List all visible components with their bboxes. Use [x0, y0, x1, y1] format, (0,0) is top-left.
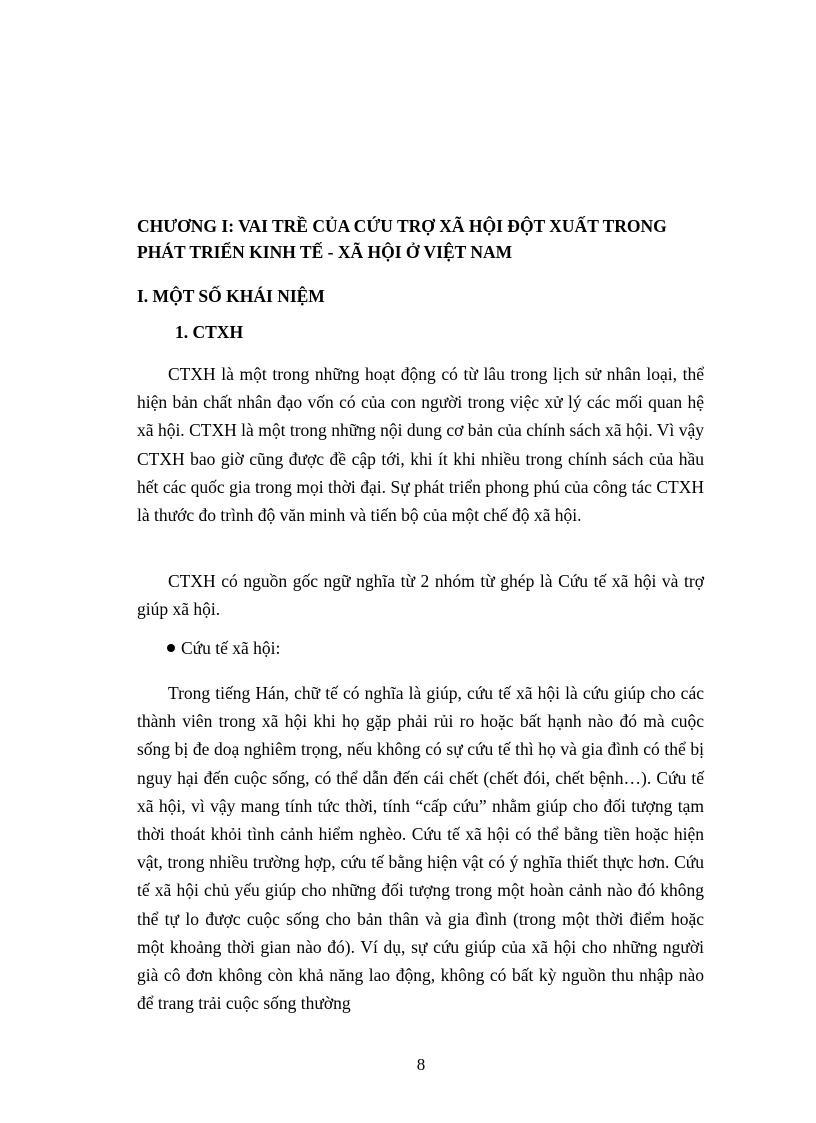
paragraph-ctxh-intro: CTXH là một trong những hoạt động có từ lâu trong lịch sử nhân loại, thể hiện bản chất nhân đạo vốn có của con người trong việc xử lý các mối quan hệ xã hội. CTXH là một trong những nội dung cơ bản của chính sách xã hội. Vì vậy CTXH bao giờ cũng được đề cập tới, khi ít khi nhiều trong chính sách của hầu hết các quốc gia trong mọi thời đại. Sự phát triển phong phú của công tác CTXH là thước đo trình độ văn minh và tiến bộ của một chế độ xã hội. [137, 364, 704, 526]
subsection-heading: 1. CTXH [175, 322, 244, 342]
bullet-dot-icon [167, 644, 175, 652]
paragraph-ctxh-origin: CTXH có nguồn gốc ngữ nghĩa từ 2 nhóm từ ghép là Cứu tế xã hội và trợ giúp xã hội. [137, 571, 704, 620]
section-heading: I. MỘT SỐ KHÁI NIỆM [137, 286, 325, 306]
paragraph-cuu-te: Trong tiếng Hán, chữ tế có nghĩa là giúp, cứu tế xã hội là cứu giúp cho các thành viên trong xã hội khi họ gặp phải rủi ro hoặc bất hạnh nào đó mà cuộc sống bị đe doạ nghiêm trọng, nếu không có sự cứu tế thì họ và gia đình có thể bị nguy hại đến cuộc sống, có thể dẫn đến cái chết (chết đói, chết bệnh…). Cứu tế xã hội, vì vậy mang tính tức thời, tính “cấp cứu” nhằm giúp cho đối tượng tạm thời thoát khỏi tình cảnh hiểm nghèo. Cứu tế xã hội có thể bằng tiền hoặc hiện vật, trong nhiều trường hợp, cứu tế bằng hiện vật có ý nghĩa thiết thực hơn. Cứu tế xã hội chủ yếu giúp cho những đối tượng trong một hoàn cảnh nào đó không thể tự lo được cuộc sống cho bản thân và gia đình (trong một thời điểm hoặc một khoảng thời gian nào đó). Ví dụ, sự cứu giúp của xã hội cho những người già cô đơn không còn khả năng lao động, không có bất kỳ nguồn thu nhập nào để trang trải cuộc sống thường [137, 683, 704, 1014]
page-number: 8 [416, 1055, 426, 1074]
bullet-item-label: Cứu tế xã hội: [181, 638, 281, 658]
bullet-item [167, 634, 280, 662]
chapter-title: CHƯƠNG I: VAI TRỀ CỦA CỨU TRỢ XÃ HỘI ĐỘT XUẤT TRONG PHÁT TRIỂN KINH TẾ - XÃ HỘI Ở VIỆT NAM [137, 216, 667, 262]
